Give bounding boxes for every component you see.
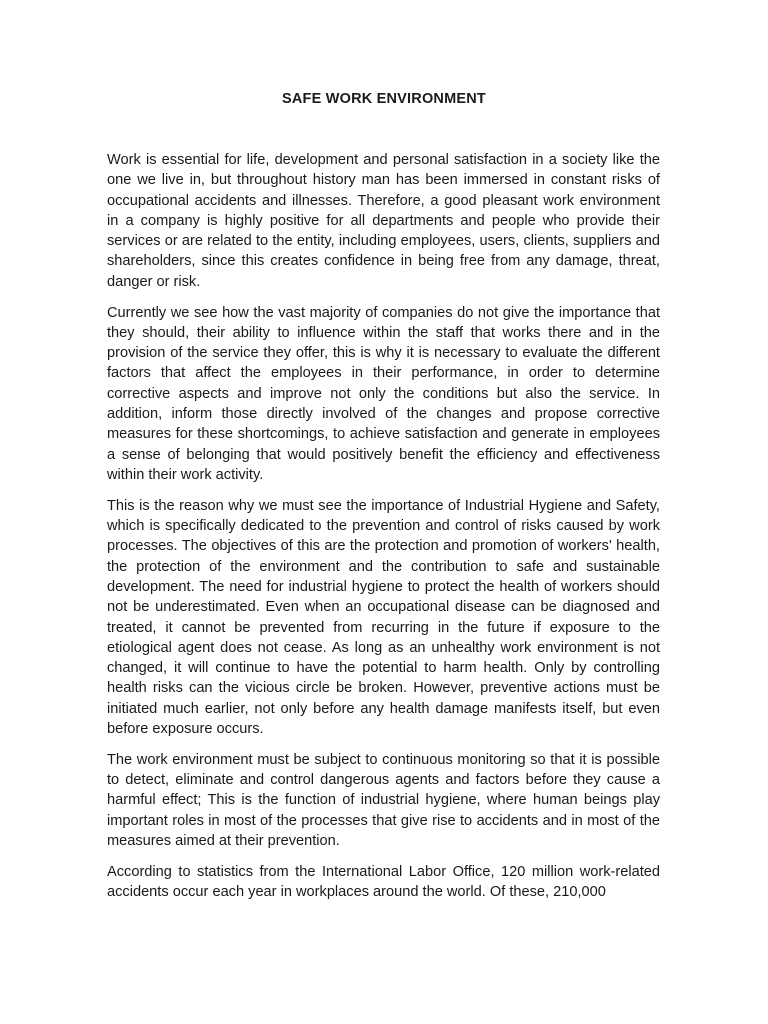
document-title: SAFE WORK ENVIRONMENT	[282, 91, 486, 107]
paragraph-1: Work is essential for life, development and personal satisfaction in a society like the one we live in, but throughout history man has been immersed in constant risks of occupational accidents and illnesses. Therefore, a good pleasant work environment in a company is highly positive for all departments and people who provide their services or are related to the entity, including employees, users, clients, suppliers and shareholders, since this creates confidence in being free from any damage, threat, danger or risk.	[107, 152, 660, 290]
document-body	[107, 150, 660, 913]
paragraph-3: This is the reason why we must see the importance of Industrial Hygiene and Safety, which is specifically dedicated to the prevention and control of risks caused by work processes. The objectives of this are the protection and promotion of workers' health, the protection of the environment and the contribution to safe and sustainable development. The need for industrial hygiene to protect the health of workers should not be underestimated. Even when an occupational disease can be diagnosed and treated, it cannot be prevented from recurring in the future if exposure to the etiological agent does not cease. As long as an unhealthy work environment is not changed, it will continue to have the potential to harm health. Only by controlling health risks can the vicious circle be broken. However, preventive actions must be initiated much earlier, not only before any health damage manifests itself, but even before exposure occurs.	[107, 497, 660, 738]
paragraph-5: According to statistics from the International Labor Office, 120 million work-related accidents occur each year in workplaces around the world. Of these, 210,000	[107, 863, 660, 901]
paragraph-4: The work environment must be subject to continuous monitoring so that it is possible to detect, eliminate and control dangerous agents and factors before they cause a harmful effect; This is the function of industrial hygiene, where human beings play important roles in most of the processes that give rise to accidents and in most of the measures aimed at their prevention.	[107, 751, 660, 849]
paragraph-2: Currently we see how the vast majority of companies do not give the importance that they should, their ability to influence within the staff that works there and in the provision of the service they offer, this is why it is necessary to evaluate the different factors that affect the employees in their performance, in order to determine corrective aspects and improve not only the conditions but also the service. In addition, inform those directly involved of the changes and propose corrective measures for these shortcomings, to achieve satisfaction and generate in employees a sense of belonging that would positively benefit the efficiency and effectiveness within their work activity.	[107, 304, 660, 483]
